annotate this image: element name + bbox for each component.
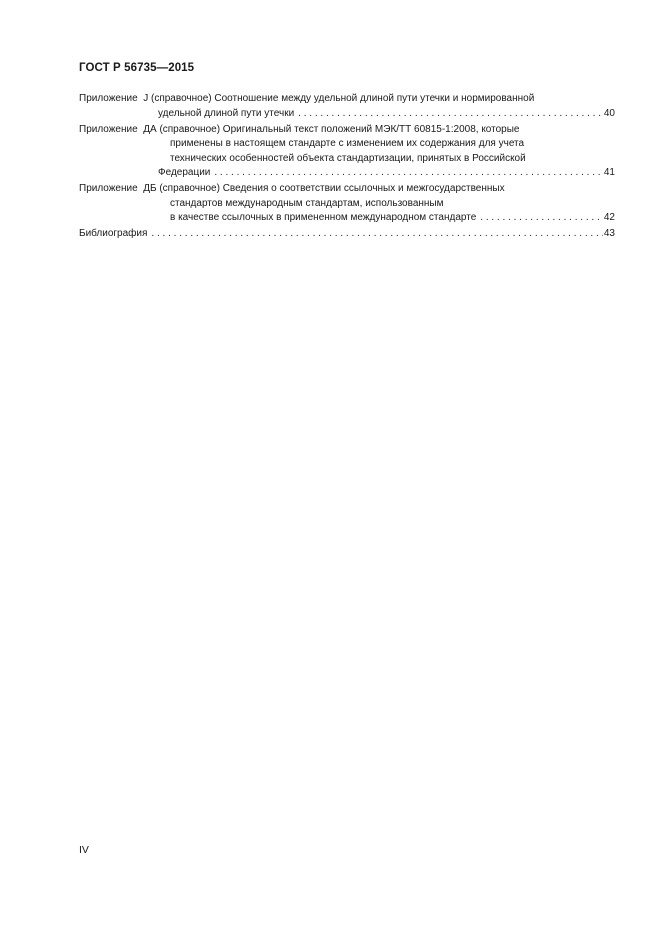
toc-line	[79, 166, 615, 181]
toc-entry-text: технических особенностей объекта стандартизации, принятых в Российской	[170, 152, 526, 164]
toc-line	[79, 227, 615, 242]
toc-entry-text: (справочное) Оригинальный текст положений МЭК/ТТ 60815-1:2008, которые	[159, 123, 520, 135]
toc-entry-text: удельной длиной пути утечки	[158, 107, 295, 119]
toc-line	[79, 182, 615, 197]
document-header: ГОСТ Р 56735—2015	[79, 62, 195, 74]
toc-entry-appendix-j[interactable]	[79, 92, 615, 121]
toc-entry-text: применены в настоящем стандарте с изменением их содержания для учета	[170, 138, 525, 149]
toc-entry-bibliography[interactable]	[79, 227, 615, 242]
toc-entry-text: (справочное) Соотношение между удельной длиной пути утечки и нормированной	[151, 93, 535, 104]
toc-line	[79, 211, 615, 226]
toc-entry-prefix: Приложение ДА	[79, 123, 160, 135]
toc-entry-prefix: Приложение J	[79, 93, 151, 104]
toc-entry-text: Библиография	[79, 228, 148, 239]
toc-entry-text: Федерации	[158, 167, 211, 178]
toc-line	[79, 123, 615, 138]
table-of-contents	[79, 92, 615, 243]
page-number-footer: IV	[79, 844, 89, 856]
dot-leader	[298, 107, 603, 122]
toc-entry-text: стандартов международным стандартам, использованным	[170, 197, 444, 209]
toc-page-number: 41	[603, 167, 615, 178]
toc-line	[79, 92, 615, 107]
dot-leader	[214, 166, 603, 181]
toc-entry-appendix-da[interactable]	[79, 123, 615, 181]
toc-page-number: 40	[603, 107, 615, 119]
toc-line	[79, 152, 615, 167]
toc-entry-prefix: Приложение ДБ	[79, 183, 160, 194]
toc-page-number: 43	[603, 228, 615, 239]
dot-leader	[480, 211, 603, 226]
toc-line	[79, 137, 615, 152]
toc-line	[79, 107, 615, 122]
toc-entry-text: в качестве ссылочных в примененном международном стандарте	[170, 212, 477, 223]
toc-entry-text: (справочное) Сведения о соответствии ссылочных и межгосударственных	[159, 183, 505, 194]
toc-entry-appendix-db[interactable]	[79, 182, 615, 226]
dot-leader	[151, 227, 602, 242]
toc-line	[79, 197, 615, 212]
toc-page-number: 42	[603, 212, 615, 223]
